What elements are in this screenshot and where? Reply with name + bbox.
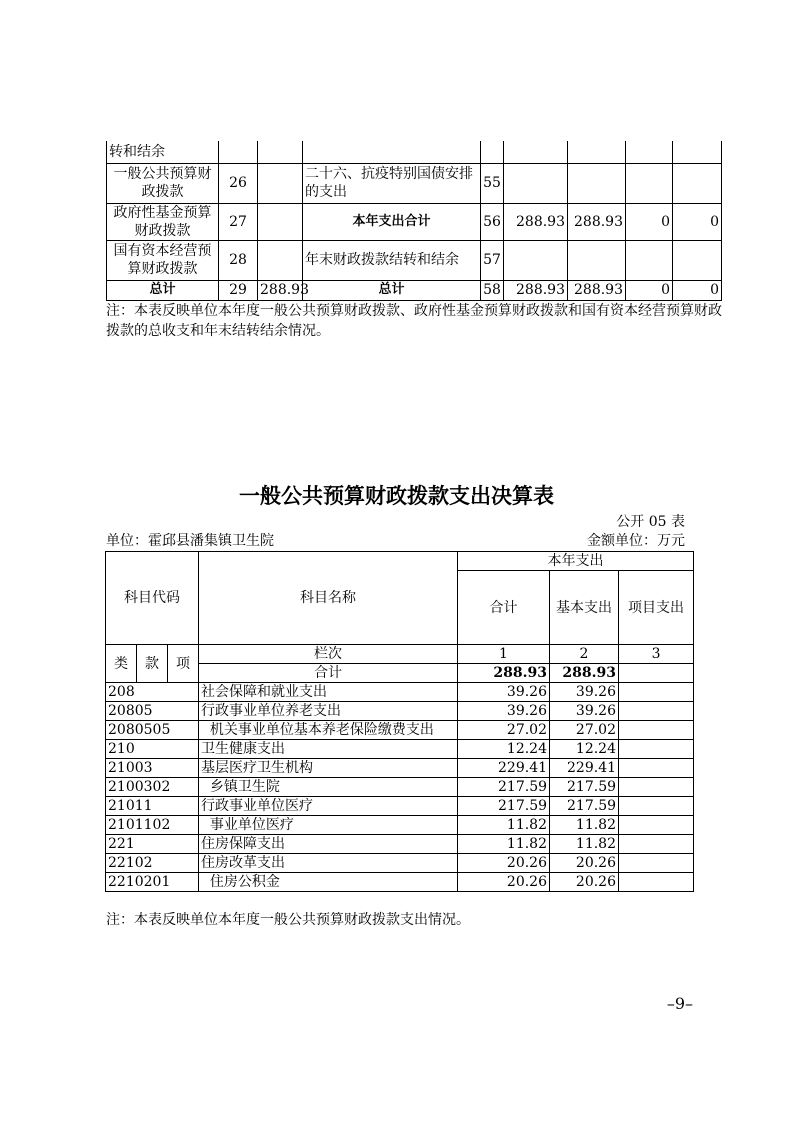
row-name: 事业单位医疗	[199, 816, 458, 835]
table-row	[106, 816, 694, 835]
cell-value: 288.93	[504, 280, 568, 300]
header-code: 科目代码	[106, 552, 199, 645]
sum-total: 288.93	[458, 664, 550, 683]
header-col-index: 栏次	[199, 645, 458, 664]
col-index-3: 3	[619, 645, 694, 664]
table-row	[107, 240, 722, 280]
row-code: 2080505	[106, 721, 199, 740]
header-xiang: 项	[168, 645, 199, 683]
row-basic: 229.41	[550, 759, 619, 778]
row-label: 转和结余	[107, 141, 219, 163]
header-name: 科目名称	[199, 552, 458, 645]
right-line-number: 58	[481, 280, 504, 300]
row-basic: 217.59	[550, 778, 619, 797]
row-name: 住房公积金	[199, 873, 458, 892]
row-name: 住房保障支出	[199, 835, 458, 854]
cell-value: 288.93	[568, 280, 626, 300]
sum-basic: 288.93	[550, 664, 619, 683]
cell-value: 288.93	[258, 280, 303, 300]
right-line-number: 57	[481, 240, 504, 280]
table-row	[106, 702, 694, 721]
table-note: 注：本表反映单位本年度一般公共预算财政拨款支出情况。	[106, 912, 470, 928]
cell-value: 0	[673, 280, 722, 300]
row-project	[619, 873, 694, 892]
row-basic: 12.24	[550, 740, 619, 759]
row-code: 22102	[106, 854, 199, 873]
table-row	[106, 797, 694, 816]
cell-value: 0	[673, 203, 722, 240]
row-name: 机关事业单位基本养老保险缴费支出	[199, 721, 458, 740]
amount-unit-label: 金额单位：万元	[587, 533, 685, 549]
unit-label: 单位：霍邱县潘集镇卫生院	[106, 533, 274, 549]
row-total: 11.82	[458, 816, 550, 835]
row-basic: 27.02	[550, 721, 619, 740]
right-row-label: 年末财政拨款结转和结余	[303, 240, 481, 280]
table-row	[106, 778, 694, 797]
table-row	[107, 141, 722, 163]
row-basic: 11.82	[550, 835, 619, 854]
row-project	[619, 759, 694, 778]
header-basic: 基本支出	[550, 571, 619, 645]
header-kuan: 款	[137, 645, 168, 683]
row-total: 11.82	[458, 835, 550, 854]
row-basic: 11.82	[550, 816, 619, 835]
cell-value: 0	[626, 280, 673, 300]
row-basic: 20.26	[550, 873, 619, 892]
header-project: 项目支出	[619, 571, 694, 645]
header-current: 本年支出	[458, 552, 694, 571]
header-lei: 类	[106, 645, 137, 683]
page-number: –9–	[666, 994, 693, 1013]
row-code: 208	[106, 683, 199, 702]
table-row	[106, 683, 694, 702]
row-project	[619, 816, 694, 835]
row-code: 221	[106, 835, 199, 854]
table-note: 注：本表反映单位本年度一般公共预算财政拨款、政府性基金预算财政拨款和国有资本经营预算财政拨款的总收支和年末结转结余情况。	[106, 303, 722, 339]
sum-label: 合计	[199, 664, 458, 683]
sum-project	[619, 664, 694, 683]
row-name: 卫生健康支出	[199, 740, 458, 759]
line-number: 26	[219, 163, 258, 203]
row-total: 20.26	[458, 854, 550, 873]
col-index-2: 2	[550, 645, 619, 664]
line-number: 28	[219, 240, 258, 280]
row-project	[619, 740, 694, 759]
row-total: 217.59	[458, 797, 550, 816]
row-code: 2210201	[106, 873, 199, 892]
row-name: 乡镇卫生院	[199, 778, 458, 797]
table-row	[107, 163, 722, 203]
table-row	[106, 873, 694, 892]
row-project	[619, 797, 694, 816]
table-row	[106, 759, 694, 778]
row-basic: 39.26	[550, 683, 619, 702]
row-project	[619, 835, 694, 854]
col-index-1: 1	[458, 645, 550, 664]
table-row	[106, 835, 694, 854]
row-total: 229.41	[458, 759, 550, 778]
row-name: 行政事业单位养老支出	[199, 702, 458, 721]
row-total: 27.02	[458, 721, 550, 740]
table-row	[106, 721, 694, 740]
line-number: 27	[219, 203, 258, 240]
header-total: 合计	[458, 571, 550, 645]
right-row-label: 总计	[303, 280, 481, 300]
row-total: 12.24	[458, 740, 550, 759]
table-row	[106, 740, 694, 759]
row-label: 政府性基金预算财政拨款	[107, 203, 219, 240]
right-line-number: 55	[481, 163, 504, 203]
table-row	[107, 203, 722, 240]
cell-value: 0	[626, 203, 673, 240]
cell-value: 288.93	[504, 203, 568, 240]
table-row	[106, 854, 694, 873]
row-name: 住房改革支出	[199, 854, 458, 873]
table-code: 公开 05 表	[616, 514, 685, 530]
row-label: 一般公共预算财政拨款	[107, 163, 219, 203]
row-code: 2101102	[106, 816, 199, 835]
row-total: 217.59	[458, 778, 550, 797]
right-line-number: 56	[481, 203, 504, 240]
row-label: 国有资本经营预算财政拨款	[107, 240, 219, 280]
row-project	[619, 702, 694, 721]
row-project	[619, 854, 694, 873]
page-title: 一般公共预算财政拨款支出决算表	[239, 484, 554, 508]
row-code: 2100302	[106, 778, 199, 797]
row-basic: 39.26	[550, 702, 619, 721]
expenditure-table	[105, 551, 694, 892]
row-project	[619, 721, 694, 740]
row-total: 39.26	[458, 683, 550, 702]
right-row-label: 本年支出合计	[303, 203, 481, 240]
row-label: 总计	[107, 280, 219, 300]
line-number: 29	[219, 280, 258, 300]
table-row	[107, 280, 722, 300]
row-project	[619, 778, 694, 797]
row-name: 基层医疗卫生机构	[199, 759, 458, 778]
fiscal-summary-table	[106, 141, 722, 301]
cell-value: 288.93	[568, 203, 626, 240]
row-total: 20.26	[458, 873, 550, 892]
row-code: 21011	[106, 797, 199, 816]
row-basic: 20.26	[550, 854, 619, 873]
row-code: 21003	[106, 759, 199, 778]
right-row-label: 二十六、抗疫特别国债安排的支出	[303, 163, 481, 203]
row-total: 39.26	[458, 702, 550, 721]
row-code: 210	[106, 740, 199, 759]
row-name: 行政事业单位医疗	[199, 797, 458, 816]
row-code: 20805	[106, 702, 199, 721]
row-name: 社会保障和就业支出	[199, 683, 458, 702]
row-project	[619, 683, 694, 702]
row-basic: 217.59	[550, 797, 619, 816]
